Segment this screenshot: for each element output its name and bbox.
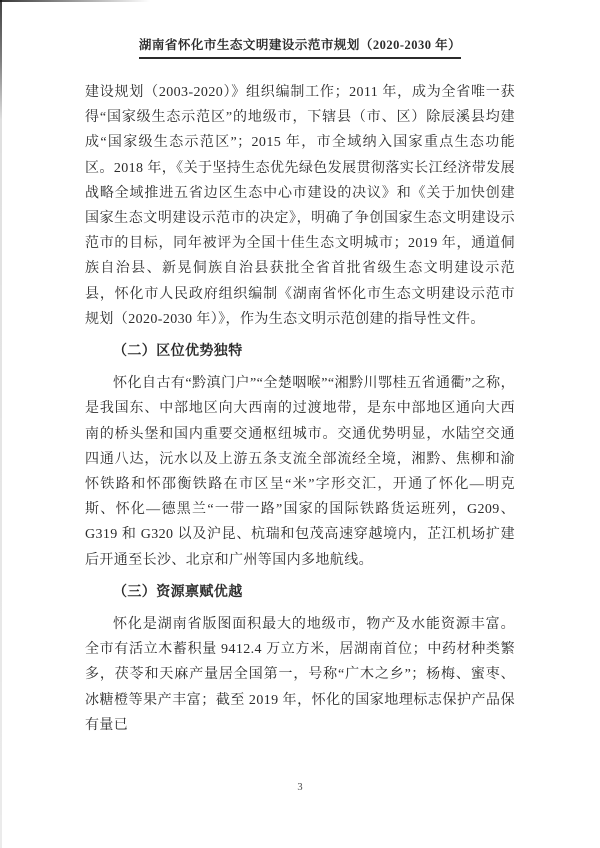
page-header <box>85 36 515 59</box>
page-footer <box>0 782 600 793</box>
body-paragraph: 怀化是湖南省版图面积最大的地级市，物产及水能资源丰富。全市有活立木蓄积量 9412.4 万立方米，居湖南首位；中药材种类繁多，茯苓和天麻产量居全国第一，号称“广木之乡”；杨梅、蜜枣、冰糖橙等果产丰富；截至 2019 年，怀化的国家地理标志保护产品保有量已 <box>85 617 515 733</box>
scan-artifact-left-edge <box>0 0 2 848</box>
document-title: 湖南省怀化市生态文明建设示范市规划（2020-2030 年） <box>139 37 461 59</box>
body-paragraph: 怀化自古有“黔滇门户”“全楚咽喉”“湘黔川鄂桂五省通衢”之称，是我国东、中部地区向大西南的过渡地带，是东中部地区通向大西南的桥头堡和国内重要交通枢纽城市。交通优势明显，水陆空交通四通八达，沅水以及上游五条支流全部流经全境，湘黔、焦柳和渝怀铁路和怀邵衡铁路在市区呈“米”字形交汇，开通了怀化—明克斯、怀化—德黑兰“一带一路”国家的国际铁路货运班列，G209、G319 和 G320 以及沪昆、杭瑞和包茂高速穿越境内，芷江机场扩建后开通至长沙、北京和广州等国内多地航线。 <box>85 376 515 568</box>
section-heading: （二）区位优势独特 <box>113 344 243 360</box>
body-paragraph: 建设规划（2003-2020）》组织编制工作；2011 年，成为全省唯一获得“国家级生态示范区”的地级市，下辖县（市、区）除辰溪县均建成“国家级生态示范区”；2015 年，市全域纳入国家重点生态功能区。2018 年，《关于坚持生态优先绿色发展贯彻落实长江经济带发展战略全域推进五省边区生态中心市建设的决议》和《关于加快创建国家生态文明建设示范市的决定》，明确了争创国家生态文明建设示范市的目标，同年被评为全国十佳生态文明城市；2019 年，通道侗族自治县、新晃侗族自治县获批全省首批省级生态文明建设示范县，怀化市人民政府组织编制《湖南省怀化市生态文明建设示范市规划（2020-2030 年）》，作为生态文明示范创建的指导性文件。 <box>85 85 515 327</box>
page-number: 3 <box>297 782 303 793</box>
scan-artifact-top-edge <box>0 0 150 2</box>
section-heading: （三）资源禀赋优越 <box>113 584 243 600</box>
document-body <box>85 80 515 738</box>
